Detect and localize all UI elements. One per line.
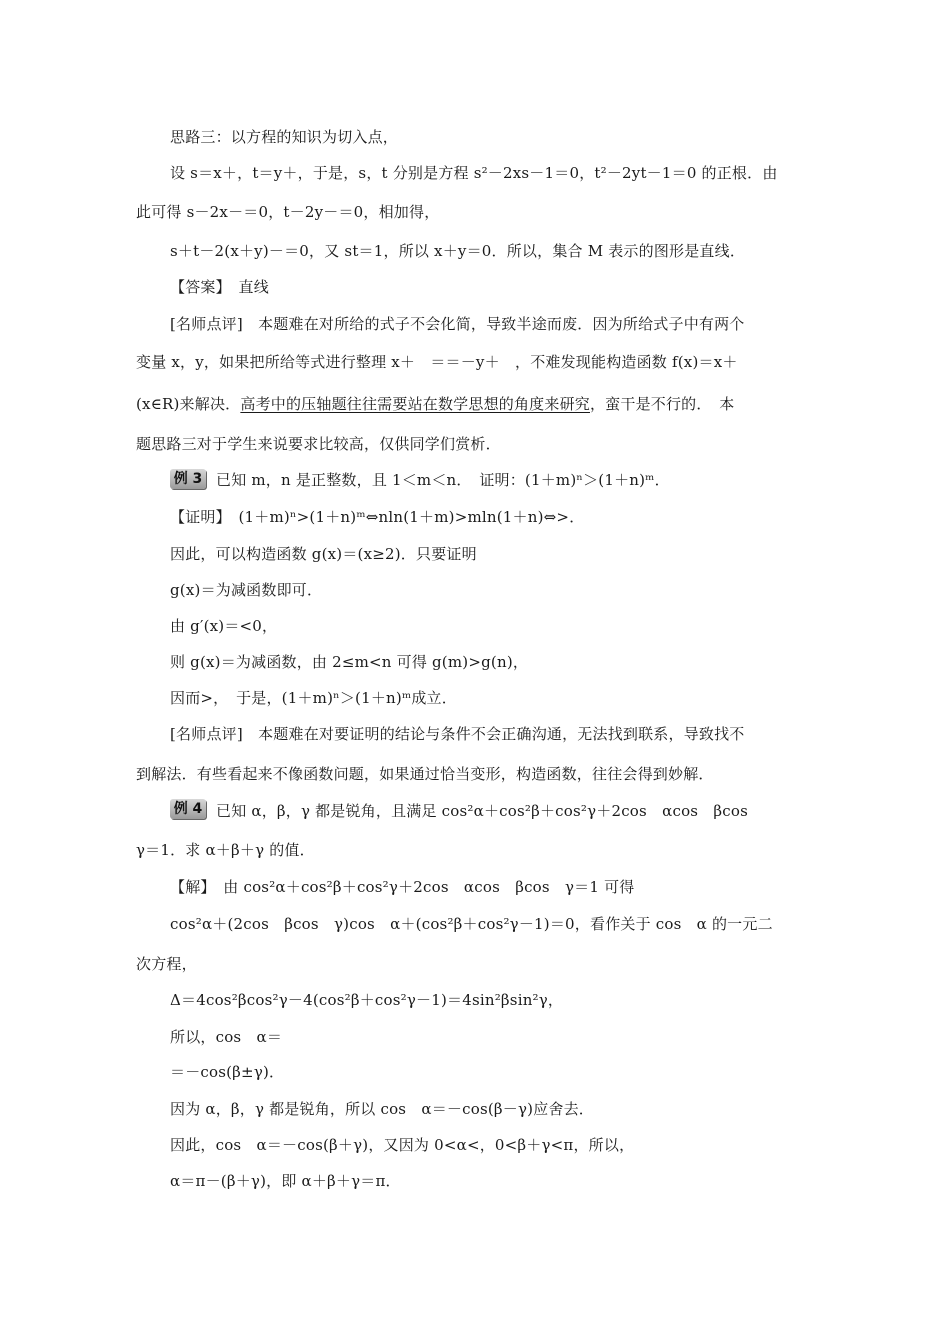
text-line: 因而>， 于是，(1＋m)ⁿ＞(1＋n)ᵐ成立． [170,689,457,707]
text-segment: ，蛮干是不行的． 本 [589,395,735,413]
text-line: γ＝1．求 α＋β＋γ 的值． [136,841,315,859]
text-line: cos²α＋(2cos βcos γ)cos α＋(cos²β＋cos²γ－1)＝0，看作关于 cos α 的一元二 [170,915,773,933]
text-line: 变量 x，y，如果把所给等式进行整理 x＋ ＝＝－y＋ ，不难发现能构造函数 f(x)＝x＋ [136,353,738,371]
conclusion-line: α＝π－(β＋γ)，即 α＋β＋γ＝π． [170,1172,401,1190]
formula-line: ＝－cos(β±γ)． [170,1063,285,1081]
text-segment: (x∈R)来解决． [136,395,241,413]
text-line: 因为 α，β，γ 都是锐角，所以 cos α＝－cos(β－γ)应舍去． [170,1100,595,1118]
example-3-question: 已知 m，n 是正整数，且 1＜m＜n． 证明：(1＋m)ⁿ＞(1＋n)ᵐ． [216,471,670,489]
text-line: 所以，cos α＝ [170,1028,283,1046]
answer-line: 【答案】 直线 [170,278,269,296]
example-4-badge: 例 4 [170,799,206,819]
text-line: s＋t－2(x＋y)－＝0，又 st＝1，所以 x＋y＝0．所以，集合 M 表示的图形是直线． [170,242,746,260]
text-line: 设 s＝x＋，t＝y＋，于是，s，t 分别是方程 s²－2xs－1＝0，t²－2yt－1＝0 的正根．由 [170,164,778,182]
teacher-comment: [名师点评] 本题难在对要证明的结论与条件不会正确沟通，无法找到联系，导致找不 [170,725,745,743]
idea-three-heading: 思路三：以方程的知识为切入点， [170,128,399,146]
solution-line: 【解】 由 cos²α＋cos²β＋cos²γ＋2cos αcos βcos γ＝1 可得 [170,878,635,896]
text-line: 因此，cos α＝－cos(β＋γ)，又因为 0<α<，0<β＋γ<π，所以， [170,1136,635,1154]
text-line: 因此，可以构造函数 g(x)＝(x≥2)．只要证明 [170,545,477,563]
text-line: 次方程， [136,955,197,973]
text-line: g(x)＝为减函数即可． [170,581,323,599]
text-line: 题思路三对于学生来说要求比较高，仅供同学们赏析． [136,435,501,453]
text-line: 到解法．有些看起来不像函数问题，如果通过恰当变形，构造函数，往往会得到妙解． [136,765,714,783]
proof-line: 【证明】 (1＋m)ⁿ>(1＋n)ᵐ⇔nln(1＋m)>mln(1＋n)⇔>． [170,508,585,526]
text-line: 此可得 s－2x－＝0，t－2y－＝0，相加得， [136,203,440,221]
teacher-comment: [名师点评] 本题难在对所给的式子不会化简，导致半途而废．因为所给式子中有两个 [170,315,745,333]
underlined-text: 高考中的压轴题往往需要站在数学思想的角度来研究 [240,395,590,413]
example-4-question: 已知 α，β，γ 都是锐角，且满足 cos²α＋cos²β＋cos²γ＋2cos αcos βcos [216,802,748,820]
example-3-badge: 例 3 [170,469,206,489]
formula-line: Δ＝4cos²βcos²γ－4(cos²β＋cos²γ－1)＝4sin²βsin²γ， [170,991,564,1009]
text-line [136,393,735,415]
text-line: 则 g(x)＝为减函数，由 2≤m<n 可得 g(m)>g(n)， [170,653,529,671]
text-line: 由 g′(x)＝<0， [170,617,278,635]
